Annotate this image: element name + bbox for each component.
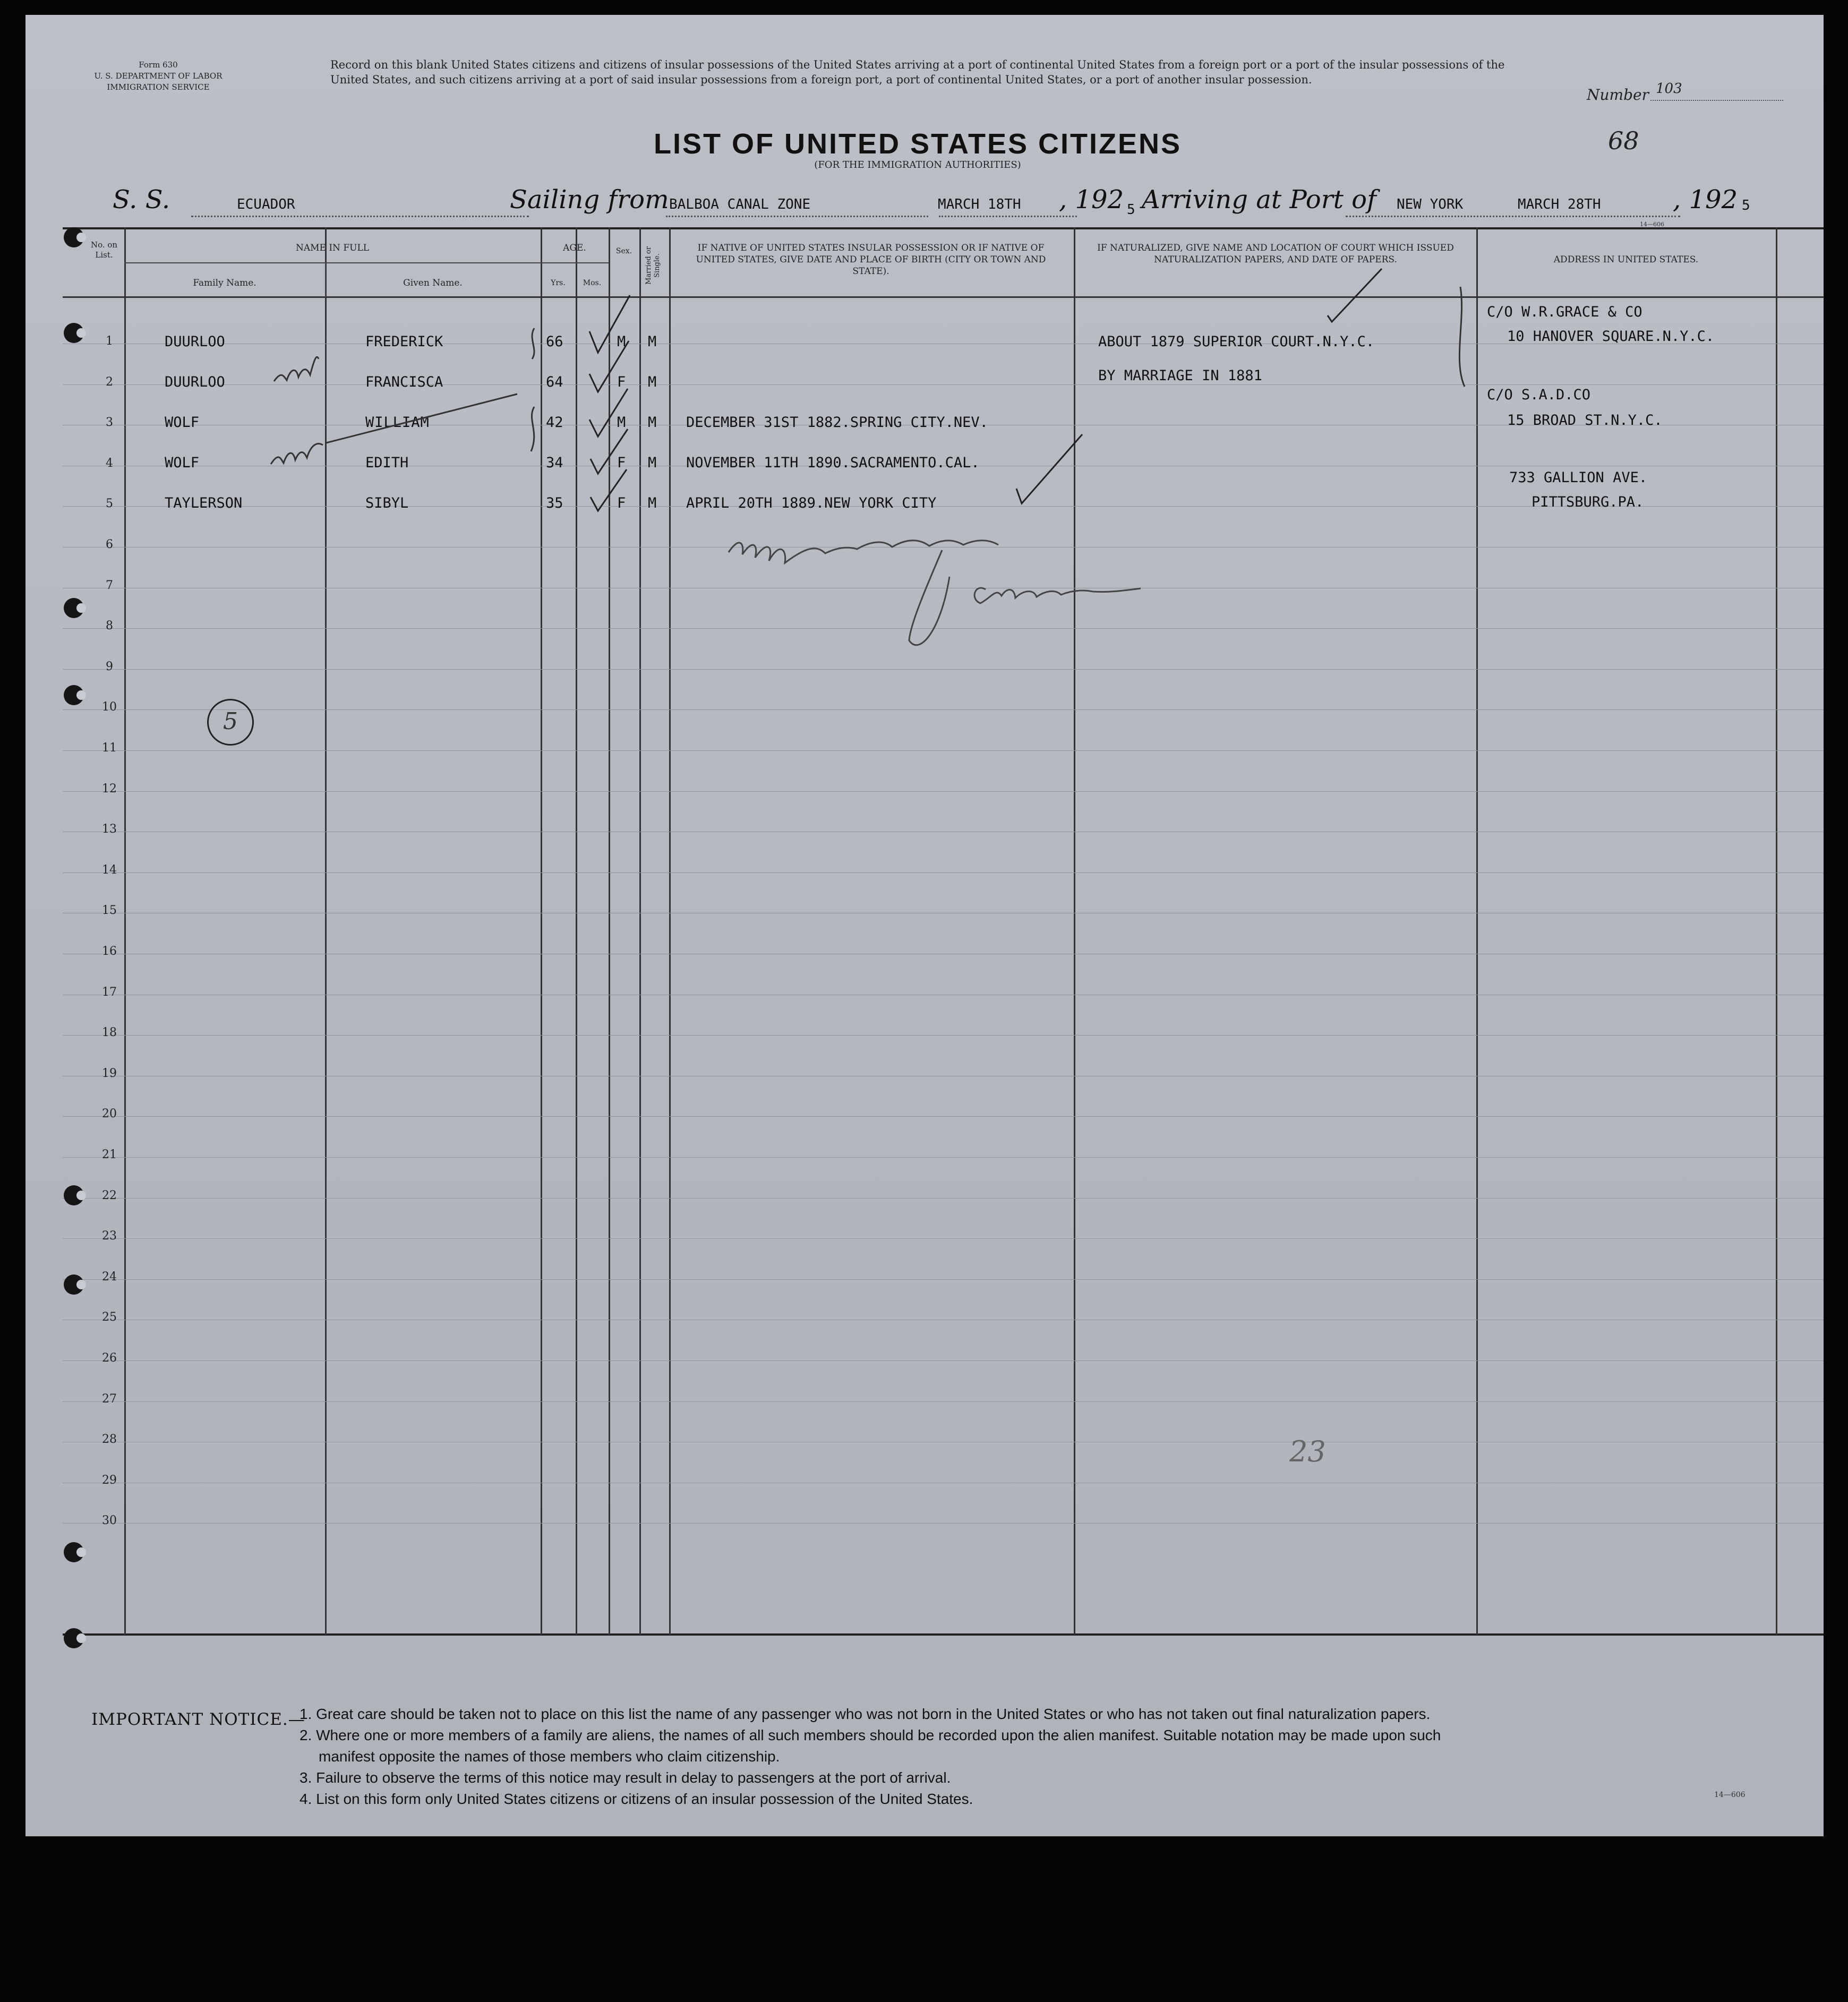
age-cell: 64 <box>546 374 563 390</box>
handwriting-layer <box>25 15 1824 1836</box>
header-birth: IF NATIVE OF UNITED STATES INSULAR POSSESSION OR IF NATIVE OF UNITED STATES, GIVE DATE AND PLACE OF BIRTH (CITY OR TOWN AND STATE). <box>696 243 1046 277</box>
sailing-year-digit: 5 <box>1127 202 1135 218</box>
brace <box>1459 287 1465 387</box>
row-number: 14 <box>102 863 117 877</box>
punch-hole <box>64 1542 84 1562</box>
address-line-1-cell: C/O S.A.D.CO <box>1487 387 1591 403</box>
given-name-cell: FRANCISCA <box>365 374 443 390</box>
number-label: Number <box>1587 86 1649 104</box>
document-title: LIST OF UNITED STATES CITIZENS <box>654 128 1182 160</box>
notice-item: 3. Failure to observe the terms of this notice may result in delay to passengers at the port of arrival. <box>300 1769 951 1786</box>
arrival-year-digit: 5 <box>1742 198 1750 213</box>
notice-item: 2. Where one or more members of a family are aliens, the names of all such members should be recorded upon the alien manifest. Suitable notation may be made upon such <box>300 1727 1441 1743</box>
sex-cell: F <box>617 495 626 511</box>
sex-cell: F <box>617 374 626 390</box>
row-number: 22 <box>102 1189 117 1202</box>
address-line-2-cell: 10 HANOVER SQUARE.N.Y.C. <box>1507 328 1715 345</box>
age-cell: 42 <box>546 414 563 431</box>
birth-cell: NOVEMBER 11TH 1890.SACRAMENTO.CAL. <box>686 455 980 471</box>
notice-item: 1. Great care should be taken not to place on this list the name of any passenger who was not born in the United States or who has not taken out final naturalization papers. <box>300 1706 1431 1722</box>
punch-hole <box>64 1628 84 1648</box>
row-number: 2 <box>106 375 113 389</box>
row-number: 6 <box>106 538 113 551</box>
sailing-date: MARCH 18TH <box>938 196 1021 212</box>
row-number: 11 <box>102 741 117 755</box>
sex-cell: M <box>617 414 626 431</box>
print-code-top: 14—606 <box>1640 221 1664 228</box>
arrival-year: , 192 <box>1673 185 1738 215</box>
number-value: 103 <box>1656 81 1682 97</box>
service-name: IMMIGRATION SERVICE <box>107 82 210 92</box>
row-number: 3 <box>106 416 113 429</box>
row-number: 15 <box>102 904 117 917</box>
family-name-cell: DUURLOO <box>165 333 225 350</box>
row-number: 25 <box>102 1311 117 1324</box>
header-no-on-list: No. on List. <box>90 240 118 260</box>
family-name-cell: TAYLERSON <box>165 495 243 511</box>
check-mark <box>591 469 627 511</box>
check-mark <box>1328 269 1382 322</box>
check-mark <box>589 389 628 437</box>
marital-status-cell: M <box>648 455 657 471</box>
header-naturalized: IF NATURALIZED, GIVE NAME AND LOCATION OF COURT WHICH ISSUED NATURALIZATION PAPERS, AND DATE OF PAPERS. <box>1097 243 1454 265</box>
address-line-1-cell: C/O W.R.GRACE & CO <box>1487 304 1642 320</box>
strike-line <box>326 394 517 443</box>
punch-hole <box>64 685 84 705</box>
punch-hole <box>64 227 84 247</box>
row-number: 20 <box>102 1107 117 1120</box>
sailing-label: Sailing from <box>510 185 669 215</box>
check-mark <box>591 429 628 474</box>
row-number: 28 <box>102 1433 117 1446</box>
naturalization-cell: BY MARRIAGE IN 1881 <box>1098 367 1262 384</box>
birth-cell: APRIL 20TH 1889.NEW YORK CITY <box>686 495 937 511</box>
row-number: 17 <box>102 986 117 999</box>
age-cell: 35 <box>546 495 563 511</box>
punch-hole <box>64 323 84 343</box>
address-line-2-cell: PITTSBURG.PA. <box>1532 494 1644 510</box>
brace <box>532 328 534 359</box>
check-mark <box>589 341 629 392</box>
row-number: 26 <box>102 1351 117 1365</box>
row-number: 19 <box>102 1067 117 1080</box>
header-given-name: Given Name. <box>403 278 463 288</box>
marital-status-cell: M <box>648 495 657 511</box>
row-number: 4 <box>106 457 113 470</box>
header-sex: Sex. <box>615 247 632 255</box>
address-line-1-cell: 733 GALLION AVE. <box>1509 469 1648 486</box>
arrival-port: NEW YORK <box>1397 196 1464 212</box>
initials-mark <box>271 444 323 464</box>
row-number: 23 <box>102 1229 117 1243</box>
given-name-cell: WILLIAM <box>365 414 430 431</box>
family-name-cell: WOLF <box>165 455 200 471</box>
ship-label: S. S. <box>113 185 170 215</box>
row-number: 13 <box>102 823 117 836</box>
signature <box>974 588 1141 603</box>
notice-list <box>300 1704 1813 1810</box>
punch-hole <box>64 598 84 618</box>
given-name-cell: SIBYL <box>365 495 409 511</box>
brace <box>531 407 534 451</box>
given-name-cell: EDITH <box>365 455 409 471</box>
row-number: 18 <box>102 1026 117 1039</box>
address-line-2-cell: 15 BROAD ST.N.Y.C. <box>1507 412 1663 429</box>
age-cell: 34 <box>546 455 563 471</box>
header-age: AGE. <box>563 243 586 253</box>
family-name-cell: DUURLOO <box>165 374 225 390</box>
manifest-sheet <box>25 15 1824 1836</box>
family-name-cell: WOLF <box>165 414 200 431</box>
marital-status-cell: M <box>648 374 657 390</box>
sheet-number: 68 <box>1608 126 1639 155</box>
print-code-bottom: 14—606 <box>1714 1791 1746 1799</box>
signature <box>729 541 998 563</box>
notice-item: 4. List on this form only United States citizens or citizens of an insular possession of the United States. <box>300 1791 973 1807</box>
check-mark <box>1016 434 1082 503</box>
header-months: Mos. <box>583 279 602 287</box>
marital-status-cell: M <box>648 414 657 431</box>
row-number: 27 <box>102 1392 117 1406</box>
circled-count: 5 <box>207 699 254 746</box>
department-name: U. S. DEPARTMENT OF LABOR <box>94 71 223 81</box>
header-years: Yrs. <box>551 279 566 287</box>
sex-cell: M <box>617 333 626 350</box>
row-number: 7 <box>106 579 113 592</box>
document-subtitle: (FOR THE IMMIGRATION AUTHORITIES) <box>814 159 1021 170</box>
row-number: 21 <box>102 1148 117 1161</box>
arriving-label: Arriving at Port of <box>1142 185 1376 215</box>
row-number: 1 <box>106 335 113 348</box>
row-number: 16 <box>102 945 117 958</box>
row-number: 24 <box>102 1270 117 1284</box>
birth-cell: DECEMBER 31ST 1882.SPRING CITY.NEV. <box>686 414 988 431</box>
row-number: 9 <box>106 660 113 673</box>
row-number: 8 <box>106 619 113 632</box>
punch-hole <box>64 1274 84 1295</box>
signature <box>909 550 949 645</box>
punch-hole <box>64 1185 84 1205</box>
form-instructions: Record on this blank United States citizens and citizens of insular possessions of the United States arriving at a port of continental United States from a foreign port or a port of the insular possessions of the United States, and such citizens arriving at a port of said insular possessions from a foreign port, a port of continental United States, or a port of another insular possession. <box>330 58 1505 86</box>
notice-item: manifest opposite the names of those members who claim citizenship. <box>319 1748 780 1765</box>
row-number: 29 <box>102 1474 117 1487</box>
marital-status-cell: M <box>648 333 657 350</box>
age-cell: 66 <box>546 333 563 350</box>
notice-label: IMPORTANT NOTICE.— <box>91 1710 305 1729</box>
sex-cell: F <box>617 455 626 471</box>
row-number: 12 <box>102 782 117 795</box>
sailing-port: BALBOA CANAL ZONE <box>669 196 811 212</box>
row-number: 30 <box>102 1514 117 1527</box>
header-address: ADDRESS IN UNITED STATES. <box>1553 254 1699 265</box>
header-name-in-full: NAME IN FULL <box>295 243 370 253</box>
check-mark <box>589 295 630 353</box>
row-number: 5 <box>106 497 113 510</box>
form-number: Form 630 <box>139 60 178 70</box>
initials-mark <box>274 357 319 381</box>
naturalization-cell: ABOUT 1879 SUPERIOR COURT.N.Y.C. <box>1098 333 1375 350</box>
ship-name: ECUADOR <box>237 196 295 212</box>
arrival-date: MARCH 28TH <box>1518 196 1601 212</box>
header-married-single: Married or Single. <box>645 246 661 285</box>
page-mark: 23 <box>1289 1435 1326 1468</box>
given-name-cell: FREDERICK <box>365 333 443 350</box>
row-number: 10 <box>102 700 117 714</box>
sailing-year: , 192 <box>1059 185 1124 215</box>
header-family-name: Family Name. <box>193 278 256 288</box>
